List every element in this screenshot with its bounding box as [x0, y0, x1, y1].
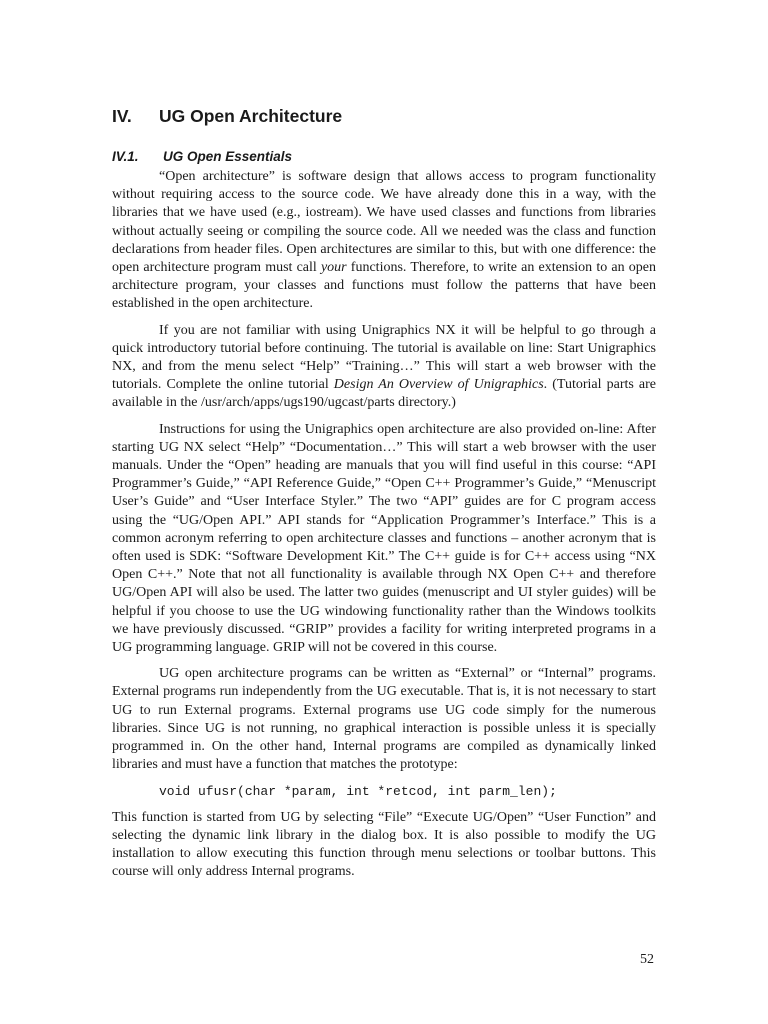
paragraph-open-architecture — [112, 168, 656, 314]
emphasis-text: Design An Overview of Unigraphics — [333, 377, 544, 393]
subsection-heading — [112, 149, 292, 164]
section-title: UG Open Architecture — [159, 106, 343, 126]
paragraph-instructions: Instructions for using the Unigraphics open architecture are also provided on-line: After starting UG NX select “Help” “Documentation…” This will start a web browser with the user manuals. Under the “Open” heading are manuals that you will find useful in this course: “API Programmer’s Guide,” “API Reference Guide,” “Open C++ Programmer’s Guide,” “Menuscript User’s Guide” and “User Interface Styler.” The two “API” guides are for C program access using the “UG/Open API.” API stands for “Application Programmer’s Interface.” This is a common acronym referring to open architecture classes and functions – another acronym that is often used is SDK: “Software Development Kit.” The C++ guide is for C++ access using “NX Open C++.” Note that not all functionality is available through NX Open C++ and therefore UG/Open API will also be used. The latter two guides (menuscript and UI styler guides) will be helpful if you choose to use the UG windowing functionality rather than the Windows toolkits we have previously discussed. “GRIP” provides a facility for writing interpreted programs in a UG programming language. GRIP will not be covered in this course. — [112, 421, 656, 656]
paragraph-programs: UG open architecture programs can be written as “External” or “Internal” programs. External programs run independently from the UG executable. That is, it is not necessary to start UG to run External programs. External programs use UG code simply for the numerous libraries. Since UG is not running, no graphical interaction is possible unless it is specially programmed in. On the other hand, Internal programs are compiled as dynamically linked libraries and must have a function that matches the prototype: — [112, 666, 656, 773]
paragraph-text: “Open architecture” is software design that allows access to program functionality without requiring access to the source code. We have already done this in a way, with the libraries that we have used (e.g., iostream). We have used classes and functions from libraries without actually seeing or compiling the source code. All we needed was the class and function declarations from header files. Open architectures are similar to this, but with one difference: the open architecture program must call — [112, 169, 656, 276]
page-number: 52 — [640, 952, 654, 967]
paragraph-text: . (Tutorial parts are available in the /usr/arch/apps/ugs190/ugcast/parts directory.) — [112, 377, 656, 411]
paragraph-text: If you are not familiar with using Unigraphics NX it will be helpful to go through a quick introductory tutorial before continuing. The tutorial is available on line: Start Unigraphics NX, and from the menu select “Help” “Training…” This will start a web browser with the tutorials. Complete the online tutorial — [112, 322, 656, 393]
paragraph-tutorial — [112, 322, 656, 413]
paragraph-text: functions. Therefore, to write an extension to an open architecture program, your classes and functions must follow the patterns that have been established in the open architecture. — [112, 260, 656, 312]
subsection-number: IV.1. — [112, 149, 139, 164]
body-text — [112, 168, 656, 889]
section-heading — [112, 106, 342, 127]
code-prototype: void ufusr(char *param, int *retcod, int parm_len); — [159, 783, 557, 799]
subsection-title: UG Open Essentials — [163, 149, 293, 164]
emphasis-text: your — [320, 260, 347, 276]
paragraph-function-start: This function is started from UG by selecting “File” “Execute UG/Open” “User Function” and selecting the dynamic link library in the dialog box. It is also possible to modify the UG installation to allow executing this function through menu selections or toolbar buttons. This course will only address Internal programs. — [112, 809, 656, 880]
section-number: IV. — [112, 106, 132, 126]
